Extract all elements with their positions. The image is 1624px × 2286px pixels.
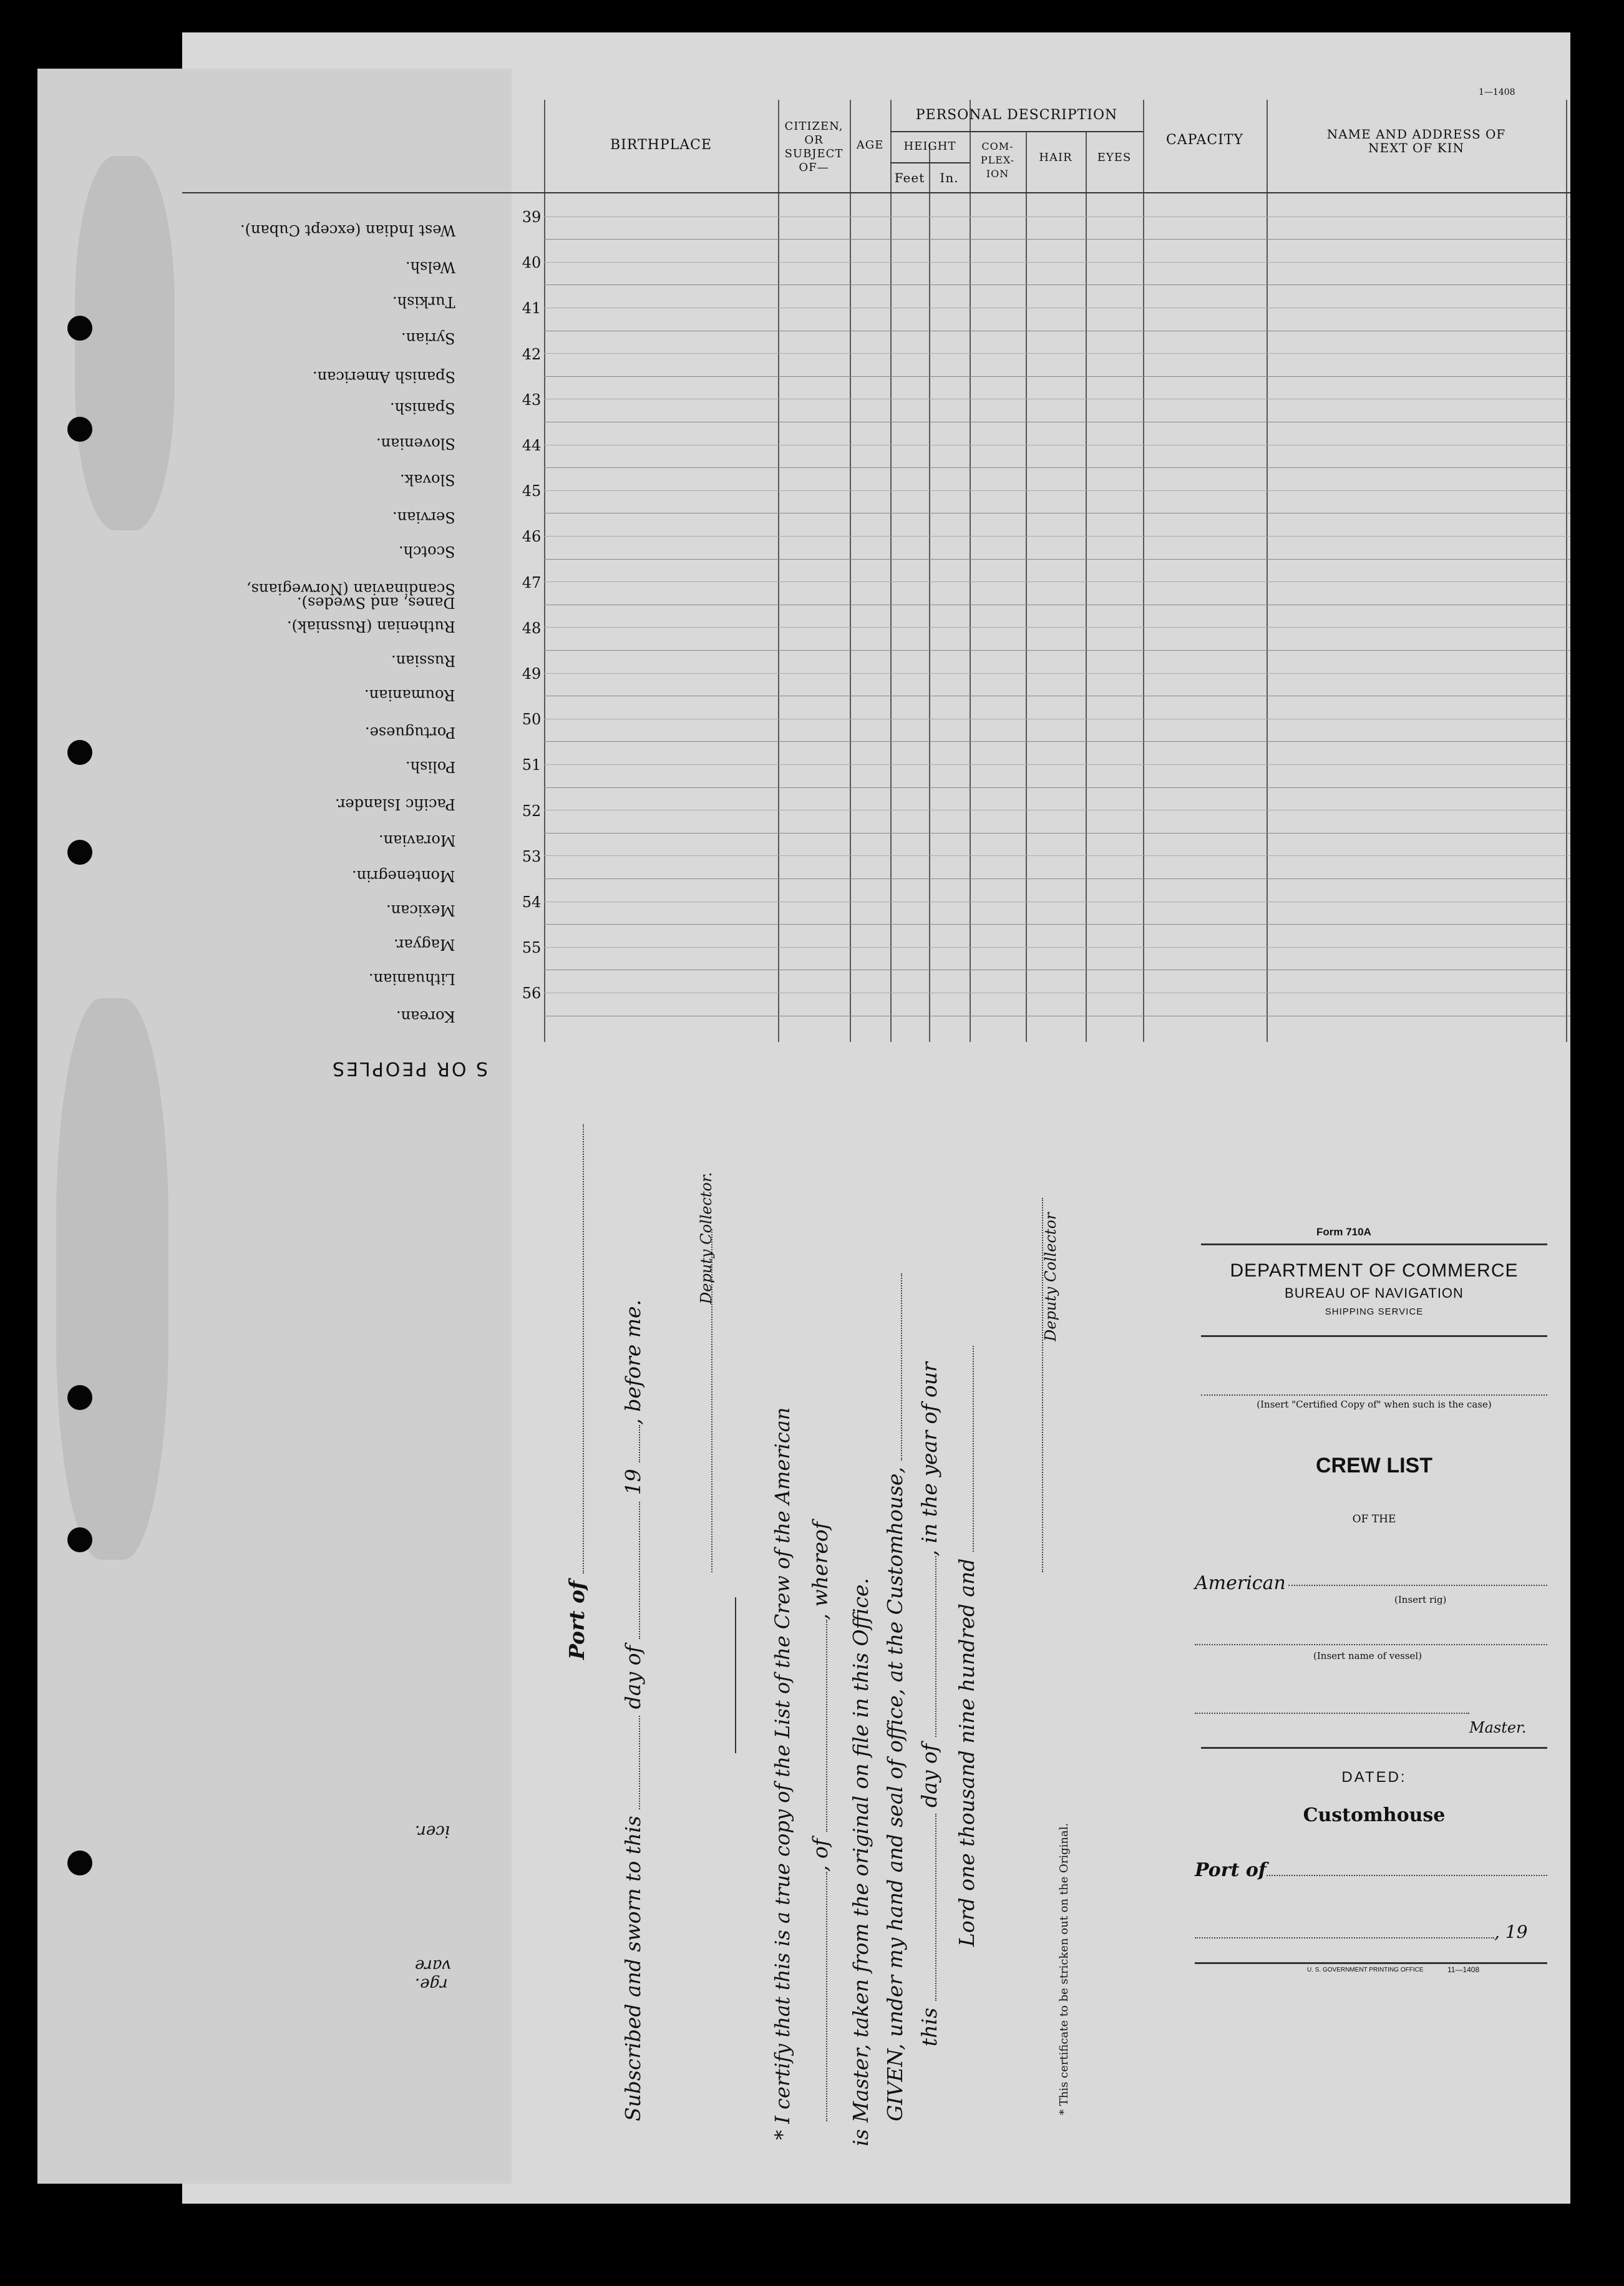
cert-this-day: this day of , in the year of our bbox=[917, 1362, 941, 2046]
water-stain bbox=[56, 998, 168, 1560]
cert-of-line: , of , whereof bbox=[808, 1522, 832, 2121]
cert-deputy-label-2: Deputy Collector bbox=[1042, 1212, 1059, 1341]
water-stain bbox=[75, 156, 175, 530]
vessel-line bbox=[1195, 1644, 1547, 1645]
service: SHIPPING SERVICE bbox=[1325, 1306, 1424, 1317]
nationality-item: Russian. bbox=[391, 652, 455, 669]
nationality-item: Spanish American. bbox=[313, 368, 455, 386]
header-feet: Feet bbox=[894, 170, 925, 185]
cert-given: GIVEN, under my hand and seal of office, at the Customhouse, bbox=[883, 1273, 907, 2121]
punch-hole bbox=[67, 1527, 92, 1552]
header-inches: In. bbox=[940, 170, 959, 185]
nationality-item: Servian. bbox=[392, 508, 455, 526]
row-midline bbox=[544, 262, 1570, 263]
header-next-of-kin: NAME AND ADDRESS OF NEXT OF KIN bbox=[1326, 127, 1506, 155]
nationality-item: Korean. bbox=[396, 1008, 455, 1025]
row-number: 55 bbox=[522, 939, 542, 957]
nationality-item: Ruthenian (Russniak). bbox=[287, 618, 455, 635]
customhouse-label: Customhouse bbox=[1303, 1804, 1446, 1826]
nationality-item: Slovenian. bbox=[376, 435, 455, 452]
row-number: 40 bbox=[522, 254, 542, 272]
cert-subscribed: Subscribed and sworn to this day of 19 , before me. bbox=[621, 1299, 645, 2121]
row-number: 50 bbox=[522, 711, 542, 729]
port-of-label: Port of bbox=[1195, 1859, 1267, 1881]
nationality-item: Turkish. bbox=[392, 293, 455, 311]
department: DEPARTMENT OF COMMERCE bbox=[1230, 1260, 1519, 1281]
date-line bbox=[1195, 1937, 1494, 1938]
cert-is-master: is Master, taken from the original on file in this Office. bbox=[848, 1578, 873, 2146]
row-midline bbox=[544, 353, 1570, 354]
rule bbox=[1201, 1747, 1547, 1749]
master-label: Master. bbox=[1469, 1719, 1527, 1736]
row-number: 52 bbox=[522, 802, 542, 820]
cert-deputy-label-1: Deputy Collector. bbox=[698, 1172, 715, 1304]
punch-hole bbox=[67, 740, 92, 765]
cert-port-of: Port of bbox=[565, 1124, 589, 1660]
form-number: Form 710A bbox=[1316, 1226, 1371, 1238]
nationality-item: Moravian. bbox=[378, 832, 455, 849]
row-line bbox=[544, 239, 1570, 240]
nineteen-label: , 19 bbox=[1494, 1922, 1528, 1942]
row-midline bbox=[544, 855, 1570, 856]
header-hair: HAIR bbox=[1039, 151, 1072, 164]
crew-list-title: CREW LIST bbox=[1316, 1454, 1432, 1477]
dated-label: DATED: bbox=[1341, 1769, 1407, 1786]
nationality-item: Scandinavian (Norwegians, bbox=[246, 580, 455, 598]
row-line bbox=[544, 833, 1570, 834]
row-line bbox=[544, 878, 1570, 879]
printer-number: 11—1408 bbox=[1447, 1965, 1480, 1974]
header-personal-description: PERSONAL DESCRIPTION bbox=[915, 107, 1118, 123]
punch-hole bbox=[67, 840, 92, 865]
cert-certify: * I certify that this is a true copy of the List of the Crew of the American bbox=[771, 1407, 794, 2140]
nationality-item: Pacific Islander. bbox=[335, 795, 455, 813]
row-line bbox=[544, 559, 1570, 560]
cert-lord: Lord one thousand nine hundred and bbox=[955, 1346, 979, 1947]
nationality-item: West Indian (except Cuban). bbox=[240, 221, 455, 239]
nationality-item: Montenegrin. bbox=[352, 867, 455, 885]
punch-hole bbox=[67, 316, 92, 341]
nationality-item: Slovak. bbox=[400, 471, 455, 489]
crew-table bbox=[182, 100, 1570, 1042]
row-midline bbox=[544, 581, 1570, 582]
nationality-item: Lithuanian. bbox=[368, 970, 455, 988]
row-number: 45 bbox=[522, 482, 542, 500]
cert-footnote: * This certificate to be stricken out on the Original. bbox=[1058, 1822, 1071, 2115]
rig-line bbox=[1288, 1585, 1547, 1586]
row-midline bbox=[544, 673, 1570, 674]
port-line bbox=[1267, 1875, 1547, 1876]
punch-hole bbox=[67, 1851, 92, 1875]
row-number: 47 bbox=[522, 573, 542, 591]
insert-rig: (Insert rig) bbox=[1394, 1594, 1447, 1605]
bureau: BUREAU OF NAVIGATION bbox=[1285, 1285, 1464, 1301]
row-line bbox=[544, 924, 1570, 925]
of-the: OF THE bbox=[1352, 1513, 1396, 1525]
row-number: 44 bbox=[522, 437, 542, 454]
row-line bbox=[544, 467, 1570, 468]
nationality-item: Mexican. bbox=[386, 902, 455, 919]
nationality-item: Welsh. bbox=[406, 258, 455, 276]
row-midline bbox=[544, 536, 1570, 537]
text-fragment: icer. bbox=[415, 1822, 450, 1841]
row-midline bbox=[544, 764, 1570, 765]
row-line bbox=[544, 376, 1570, 377]
rule bbox=[1195, 1962, 1547, 1964]
form-serial: 1—1408 bbox=[1479, 87, 1515, 97]
row-number: 43 bbox=[522, 391, 542, 409]
row-midline bbox=[544, 627, 1570, 628]
nationality-item: Roumanian. bbox=[364, 686, 455, 704]
row-line bbox=[544, 741, 1570, 742]
row-midline bbox=[544, 216, 1570, 217]
master-line bbox=[1195, 1713, 1469, 1714]
nationality-item: Polish. bbox=[405, 758, 455, 776]
insert-vessel: (Insert name of vessel) bbox=[1313, 1650, 1422, 1661]
row-number: 39 bbox=[522, 208, 542, 226]
header-citizen: CITIZEN, OR SUBJECT OF— bbox=[784, 120, 844, 174]
header-birthplace: BIRTHPLACE bbox=[610, 137, 712, 153]
header-height: HEIGHT bbox=[903, 140, 956, 153]
row-line bbox=[544, 650, 1570, 651]
nationality-item: Syrian. bbox=[401, 329, 455, 347]
row-number: 53 bbox=[522, 847, 542, 865]
nationality-item: Danes, and Swedes). bbox=[297, 594, 455, 611]
header-capacity: CAPACITY bbox=[1165, 132, 1244, 148]
rule bbox=[1201, 1335, 1547, 1337]
races-heading-fragment: S OR PEOPLES bbox=[331, 1058, 489, 1079]
row-midline bbox=[544, 490, 1570, 491]
header-eyes: EYES bbox=[1097, 151, 1132, 164]
nationality-item: Spanish. bbox=[390, 399, 455, 417]
row-line bbox=[544, 787, 1570, 788]
text-fragment: rge. bbox=[415, 1975, 448, 1993]
header-complexion: COM- PLEX- ION bbox=[980, 140, 1015, 180]
row-number: 48 bbox=[522, 619, 542, 637]
nationality-item: Portuguese. bbox=[364, 724, 455, 741]
punch-hole bbox=[67, 1385, 92, 1410]
text-fragment: vare bbox=[415, 1956, 452, 1975]
american-label: American bbox=[1195, 1572, 1286, 1594]
row-midline bbox=[544, 947, 1570, 948]
row-number: 56 bbox=[522, 985, 542, 1003]
insert-line bbox=[1201, 1394, 1547, 1396]
rule bbox=[1201, 1243, 1547, 1245]
row-number: 54 bbox=[522, 893, 542, 911]
nationality-item: Magyar. bbox=[394, 936, 455, 953]
signature-line bbox=[735, 1597, 736, 1753]
row-number: 42 bbox=[522, 345, 542, 363]
printer-imprint: U. S. GOVERNMENT PRINTING OFFICE bbox=[1307, 1967, 1424, 1973]
row-number: 41 bbox=[522, 299, 542, 318]
row-number: 49 bbox=[522, 665, 542, 683]
row-number: 51 bbox=[522, 756, 542, 774]
punch-hole bbox=[67, 417, 92, 442]
row-number: 46 bbox=[522, 528, 542, 546]
insert-certified-note: (Insert "Certified Copy of" when such is the case) bbox=[1257, 1399, 1492, 1410]
header-age: AGE bbox=[856, 139, 884, 152]
nationality-item: Scotch. bbox=[399, 543, 455, 560]
